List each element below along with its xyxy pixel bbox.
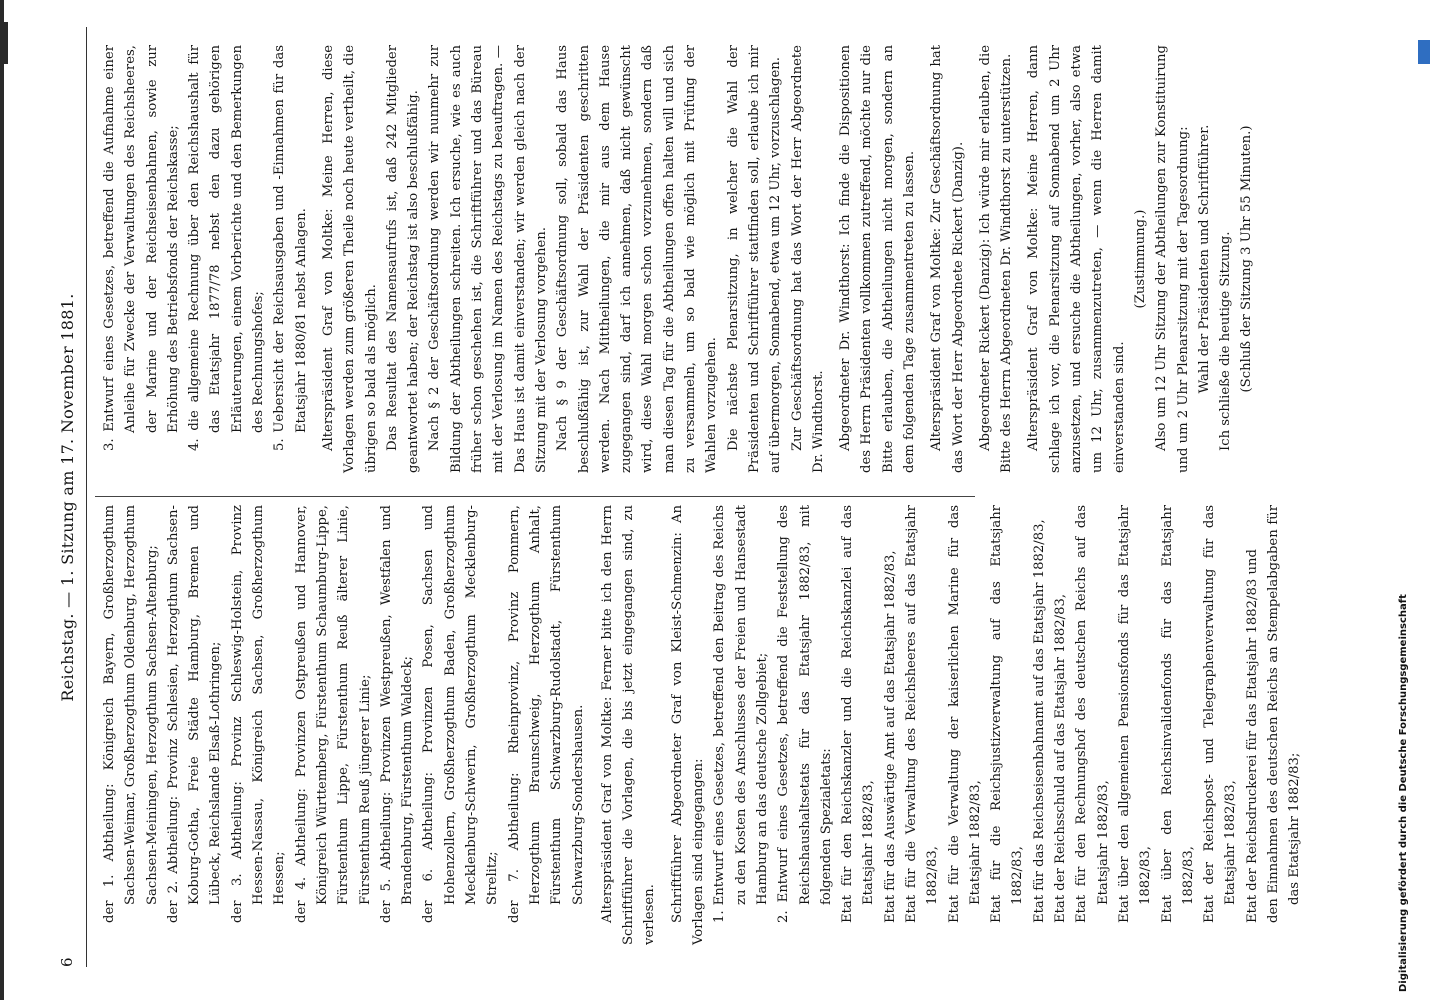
estimate-item: Etat für den Reichskanzler und die Reichskanzlei auf das Etatsjahr 1882/83,: [840, 505, 877, 923]
estimate-item: Etat für das Auswärtige Amt auf das Etatsjahr 1882/83,: [882, 550, 898, 923]
bill-item: 5. Uebersicht der Reichsausgaben und -Einnahmen für das Etatsjahr 1880/81 nebst Anlagen.: [272, 45, 309, 451]
right-column: [99, 45, 1258, 473]
estimate-item: Etat für den Rechnungshof des deutschen Reichs auf das Etatsjahr 1882/83,: [1074, 505, 1111, 923]
running-title: Reichstag. — 1. Sitzung am 17. November 1881.: [58, 293, 77, 702]
scan-edge: [0, 0, 4, 1000]
speech-paragraph: Nach § 9 der Geschäftsordnung soll, sobald das Haus beschlußfähig ist, zur Wahl der Präsidenten geschritten werden. Nach Mittheilungen, die mir aus dem Hause zugegangen sind, darf ich annehmen, daß nicht gewünscht wird, diese Wahl morgen schon vorzunehmen, sondern daß man diesen Tag für die Abtheilungen offen halten will und sich zu versammeln, um so bald wie möglich mit Prüfung der Wahlen vorzugehen.: [555, 45, 720, 473]
speech-paragraph: Also um 12 Uhr Sitzung der Abtheilungen zur Konstituirung und um 2 Uhr Plenarsitzung mit der Tagesordnung:: [1154, 45, 1191, 473]
bill-item: 2. Entwurf eines Gesetzes, betreffend die Feststellung des Reichshaushaltsetats für das Etatsjahr 1882/83, mit folgenden Spezialetats:: [776, 505, 834, 923]
speech-paragraph: Alterspräsident Graf von Moltke: Meine Herren, dann schlage ich vor, die Plenarsitzung auf Sonnabend um 2 Uhr anzusetzen, und ersuche die Abtheilungen, vorher, also etwa um 12 Uhr, zusammenzutreten, — wenn die Herren damit einverstanden sind.: [1026, 45, 1127, 473]
interjection: (Zustimmung.): [1132, 209, 1148, 309]
header-rule: [86, 27, 87, 967]
speech-paragraph: Abgeordneter Dr. Windthorst: Ich finde die Dispositionen des Herrn Präsidenten vollkommen zutreffend, möchte nur die Bitte erlauben, die Abtheilungen nicht morgen, sondern an dem folgenden Tage zusammentreten zu lassen.: [838, 45, 917, 473]
president-request: Alterspräsident Graf von Moltke: Ferner bitte ich den Herrn Schriftführer die Vorlagen, die bis jetzt eingegangen sind, zu verlesen.: [599, 505, 658, 945]
estimate-item: Etat für die Verwaltung des Reichsheeres auf das Etatsjahr 1882/83,: [903, 505, 941, 923]
department-entry: der 5. Abtheilung: Provinzen Westpreußen, Westfalen und Brandenburg, Fürstenthum Waldeck;: [378, 505, 416, 923]
speech-paragraph: Abgeordneter Rickert (Danzig): Ich würde mir erlauben, die Bitte des Herrn Abgeordneten Dr. Windthorst zu unterstützen.: [977, 45, 1015, 473]
speech-paragraph: Die nächste Plenarsitzung, in welcher die Wahl der Präsidenten und Schriftführer stattfinden soll, erlaube ich mir auf übermorgen, Sonnabend, etwa um 12 Uhr, vorzuschlagen.: [725, 45, 784, 473]
estimate-item: Etat über den allgemeinen Pensionsfonds für das Etatsjahr 1882/83,: [1116, 505, 1154, 923]
speech-paragraph: Zur Geschäftsordnung hat das Wort der Herr Abgeordnete Dr. Windthorst.: [789, 45, 826, 473]
speech-paragraph: Nach § 2 der Geschäftsordnung werden wir nunmehr zur Bildung der Abtheilungen schreiten. Ich ersuche, wie es auch früher schon geschehen ist, die Schriftführer und das Büreau mit der Verlosung im Namen des Reichstags zu beauftragen. — Das Haus ist damit einverstanden; wir werden gleich nach der Sitzung mit der Verlosung vorgehen.: [427, 45, 549, 473]
estimate-item: Etat über den Reichsinvalidenfonds für das Etatsjahr 1882/83,: [1159, 505, 1196, 923]
digitization-stamp: Digitalisierung gefördert durch die Deutsche Forschungsgemeinschaft: [1398, 594, 1409, 992]
estimate-item: Etat der Reichsdruckerei für das Etatsjahr 1882/83 und: [1244, 549, 1260, 923]
left-column: [99, 505, 1306, 945]
speech-paragraph: Alterspräsident Graf von Moltke: Zur Geschäftsordnung hat das Wort der Herr Abgeordnete Rickert (Danzig).: [929, 45, 966, 473]
estimate-item: Etat der Reichsschuld auf das Etatsjahr 1882/83,: [1053, 593, 1069, 923]
estimate-item: den Einnahmen des deutschen Reichs an Stempelabgaben für das Etatsjahr 1882/83;: [1266, 505, 1303, 923]
estimate-item: Etat für das Reichseisenbahnamt auf das Etatsjahr 1882/83,: [1031, 519, 1047, 923]
column-divider: [95, 496, 975, 497]
bill-item: 3. Entwurf eines Gesetzes, betreffend die Aufnahme einer Anleihe für Zwecke der Verwaltungen des Reichsheeres, der Marine und der Reichseisenbahnen, sowie zur Erhöhung des Betriebsfonds der Reichskasse;: [102, 45, 181, 451]
speech-paragraph: Das Resultat des Namensaufrufs ist, daß 242 Mitglieder geantwortet haben; der Reichstag ist also beschlußfähig.: [384, 45, 422, 473]
scan-edge-notch: [4, 22, 8, 64]
closing-note: (Schluß der Sitzung 3 Uhr 55 Minuten.): [1239, 125, 1255, 393]
department-entry: der 6. Abtheilung: Provinzen Posen, Sachsen und Hohenzollern, Großherzogthum Baden, Großherzogthum Mecklenburg-Schwerin, Großherzogthum Mecklenburg-Strelitz;: [421, 505, 501, 923]
rotated-page: [55, 20, 1415, 975]
agenda-item: Wahl der Präsidenten und Schriftführer.: [1196, 124, 1212, 394]
bill-item: 1. Entwurf eines Gesetzes, betreffend den Beitrag des Reichs zu den Kosten des Anschlusses der Freien und Hansestadt Hamburg an das deutsche Zollgebiet;: [712, 505, 770, 923]
page-number: 6: [58, 957, 76, 967]
department-entry: der 2. Abtheilung: Provinz Schlesien, Herzogthum Sachsen-Koburg-Gotha, Freie Städte Hamburg, Bremen und Lübeck, Reichslande Elsaß-Lothringen;: [165, 505, 224, 923]
estimate-item: Etat für die Reichsjustizverwaltung auf das Etatsjahr 1882/83,: [989, 505, 1026, 923]
estimate-item: Etat der Reichspost- und Telegraphenverwaltung für das Etatsjahr 1882/83,: [1202, 505, 1239, 923]
speech-paragraph: Ich schließe die heutige Sitzung.: [1218, 231, 1234, 451]
department-entry: der 4. Abtheilung: Provinzen Ostpreußen und Hannover, Königreich Württemberg, Fürstenthum Schaumburg-Lippe, Fürstenthum Lippe, Fürstenthum Reuß älterer Linie, Fürstenthum Reuß jüngerer Linie;: [293, 505, 373, 923]
page-header: [55, 20, 85, 975]
dfg-logo: [1418, 40, 1430, 64]
speech-paragraph: Alterspräsident Graf von Moltke: Meine Herren, diese Vorlagen werden zum größeren Theile noch heute vertheilt, die übrigen so bald als möglich.: [320, 45, 379, 473]
department-entry: der 7. Abtheilung: Rheinprovinz, Provinz Pommern, Herzogthum Braunschweig, Herzogthum Anhalt, Fürstenthum Schwarzburg-Rudolstadt, Fürstenthum Schwarzburg-Sondershausen.: [506, 505, 586, 923]
bill-item: 4. die allgemeine Rechnung über den Reichshaushalt für das Etatsjahr 1877/78 nebst den dazu gehörigen Erläuterungen, einem Vorberichte und den Bemerkungen des Rechnungshofes;: [187, 45, 267, 451]
department-entry: der 1. Abtheilung: Königreich Bayern, Großherzogthum Sachsen-Weimar, Großherzogthum Oldenburg, Herzogthum Sachsen-Meiningen, Herzogthum Sachsen-Altenburg;: [102, 505, 160, 923]
secretary-intro: Schriftführer Abgeordneter Graf von Kleist-Schmenzin: An Vorlagen sind eingegangen:: [669, 505, 707, 945]
estimate-item: Etat für die Verwaltung der kaiserlichen Marine für das Etatsjahr 1882/83,: [946, 505, 983, 923]
department-entry: der 3. Abtheilung: Provinz Schleswig-Holstein, Provinz Hessen-Nassau, Königreich Sachsen, Großherzogthum Hessen;: [229, 505, 288, 923]
